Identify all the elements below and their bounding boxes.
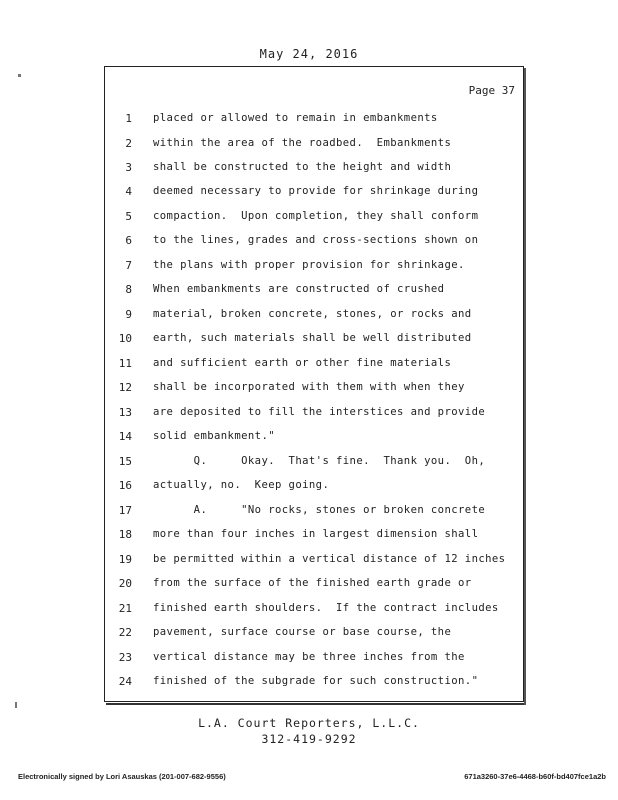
line-number: 8 <box>125 283 132 296</box>
line-number: 18 <box>118 528 132 541</box>
line-number: 2 <box>125 137 132 150</box>
transcript-line: the plans with proper provision for shrinkage. <box>153 259 465 271</box>
transcript-line: finished earth shoulders. If the contract includes <box>153 602 499 614</box>
line-number: 4 <box>125 185 132 198</box>
transcript-line: Q. Okay. That's fine. Thank you. Oh, <box>153 455 486 467</box>
transcript-line: pavement, surface course or base course, the <box>153 626 452 638</box>
transcript-line: earth, such materials shall be well distributed <box>153 332 472 344</box>
line-number: 17 <box>118 504 132 517</box>
transcript-page-frame <box>104 66 524 702</box>
transcript-line: shall be constructed to the height and width <box>153 161 452 173</box>
line-number: 1 <box>125 112 132 125</box>
scan-speck <box>18 74 21 77</box>
line-number: 14 <box>118 430 132 443</box>
court-reporter-name: L.A. Court Reporters, L.L.C. <box>198 716 420 730</box>
line-number: 7 <box>125 259 132 272</box>
document-id: 671a3260-37e6-4468-b60f-bd407fce1a2b <box>464 772 606 781</box>
transcript-line: material, broken concrete, stones, or rocks and <box>153 308 472 320</box>
electronic-signature: Electronically signed by Lori Asauskas (201-007-682-9556) <box>18 772 226 781</box>
line-number: 12 <box>118 381 132 394</box>
transcript-line: When embankments are constructed of crushed <box>153 283 445 295</box>
transcript-date: May 24, 2016 <box>259 47 359 61</box>
transcript-line: solid embankment." <box>153 430 276 442</box>
line-number: 21 <box>118 602 132 615</box>
transcript-line: within the area of the roadbed. Embankments <box>153 137 452 149</box>
line-number: 16 <box>118 479 132 492</box>
transcript-line: A. "No rocks, stones or broken concrete <box>153 504 486 516</box>
line-number: 3 <box>125 161 132 174</box>
transcript-line: vertical distance may be three inches from the <box>153 651 465 663</box>
line-number: 11 <box>118 357 132 370</box>
transcript-line: from the surface of the finished earth grade or <box>153 577 472 589</box>
transcript-line: finished of the subgrade for such construction." <box>153 675 479 687</box>
line-number: 22 <box>118 626 132 639</box>
page-number: Page 37 <box>468 84 515 97</box>
transcript-line: be permitted within a vertical distance of 12 inches <box>153 553 506 565</box>
transcript-line: compaction. Upon completion, they shall conform <box>153 210 479 222</box>
line-number: 19 <box>118 553 132 566</box>
scan-speck <box>15 702 17 708</box>
line-number: 13 <box>118 406 132 419</box>
court-reporter-phone: 312-419-9292 <box>261 732 357 746</box>
transcript-line: placed or allowed to remain in embankments <box>153 112 438 124</box>
line-number: 24 <box>118 675 132 688</box>
line-number: 9 <box>125 308 132 321</box>
transcript-line: are deposited to fill the interstices and provide <box>153 406 486 418</box>
line-number: 15 <box>118 455 132 468</box>
line-number: 20 <box>118 577 132 590</box>
frame-shadow-bottom <box>106 703 526 705</box>
transcript-line: and sufficient earth or other fine materials <box>153 357 452 369</box>
transcript-line: more than four inches in largest dimension shall <box>153 528 479 540</box>
line-number: 10 <box>118 332 132 345</box>
line-number: 23 <box>118 651 132 664</box>
transcript-line: shall be incorporated with them with when they <box>153 381 465 393</box>
line-number: 5 <box>125 210 132 223</box>
transcript-line: to the lines, grades and cross-sections shown on <box>153 234 479 246</box>
line-number: 6 <box>125 234 132 247</box>
transcript-line: deemed necessary to provide for shrinkage during <box>153 185 479 197</box>
frame-shadow-right <box>524 68 526 705</box>
transcript-line: actually, no. Keep going. <box>153 479 330 491</box>
